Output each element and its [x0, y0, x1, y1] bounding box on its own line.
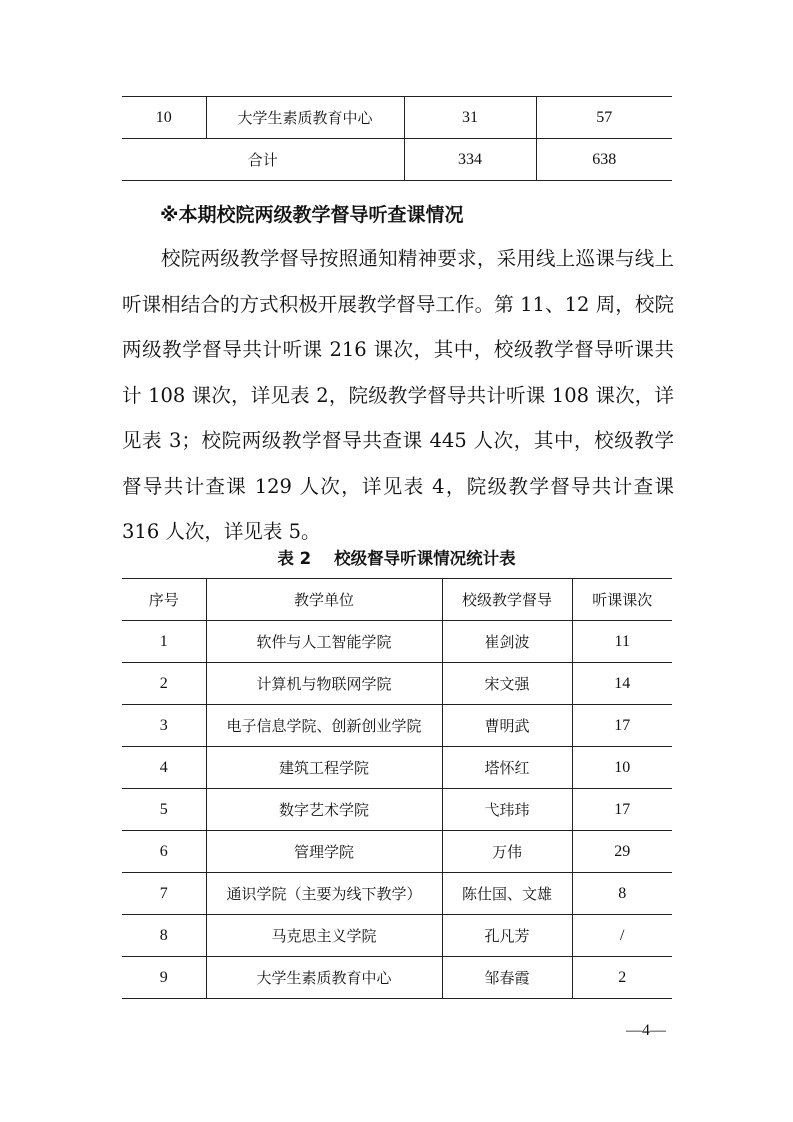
total-row: [122, 139, 672, 181]
cell-count: 17: [572, 705, 672, 747]
cell-no: 1: [122, 621, 206, 663]
row-count-a: 31: [404, 97, 536, 139]
row-unit: 大学生素质教育中心: [206, 97, 404, 139]
header-count: 听课课次: [572, 579, 672, 621]
cell-unit: 管理学院: [206, 831, 442, 873]
cell-supervisor: 孔凡芳: [442, 915, 572, 957]
continuation-table: [122, 96, 672, 181]
cell-count: 10: [572, 747, 672, 789]
header-no: 序号: [122, 579, 206, 621]
table-row: [122, 915, 672, 957]
cell-count: 14: [572, 663, 672, 705]
cell-supervisor: 弋玮玮: [442, 789, 572, 831]
table-row: [122, 873, 672, 915]
section-heading: ※本期校院两级教学督导听查课情况: [160, 204, 464, 226]
table-row: [122, 621, 672, 663]
cell-unit: 计算机与物联网学院: [206, 663, 442, 705]
cell-supervisor: 万伟: [442, 831, 572, 873]
cell-count: 11: [572, 621, 672, 663]
row-count-b: 57: [536, 97, 672, 139]
total-label: 合计: [122, 139, 404, 181]
cell-no: 7: [122, 873, 206, 915]
cell-supervisor: 宋文强: [442, 663, 572, 705]
table-row: [122, 663, 672, 705]
cell-count: 2: [572, 957, 672, 999]
cell-unit: 马克思主义学院: [206, 915, 442, 957]
table-row: [122, 705, 672, 747]
page-number: —4—: [626, 1022, 666, 1039]
table-row: [122, 957, 672, 999]
cell-supervisor: 曹明武: [442, 705, 572, 747]
cell-supervisor: 塔怀红: [442, 747, 572, 789]
cell-supervisor: 陈仕国、文雄: [442, 873, 572, 915]
header-unit: 教学单位: [206, 579, 442, 621]
cell-count: /: [572, 915, 672, 957]
cell-no: 6: [122, 831, 206, 873]
table-caption: 表 2 校级督导听课情况统计表: [277, 549, 516, 568]
cell-no: 9: [122, 957, 206, 999]
cell-no: 2: [122, 663, 206, 705]
table-row: [122, 831, 672, 873]
cell-count: 17: [572, 789, 672, 831]
cell-no: 5: [122, 789, 206, 831]
header-supervisor: 校级教学督导: [442, 579, 572, 621]
row-index: 10: [122, 97, 206, 139]
cell-supervisor: 邹春霞: [442, 957, 572, 999]
cell-count: 8: [572, 873, 672, 915]
total-count-a: 334: [404, 139, 536, 181]
table-row: [122, 97, 672, 139]
table-row: [122, 789, 672, 831]
cell-unit: 数字艺术学院: [206, 789, 442, 831]
cell-supervisor: 崔剑波: [442, 621, 572, 663]
cell-no: 3: [122, 705, 206, 747]
supervision-table: [122, 578, 672, 999]
cell-no: 8: [122, 915, 206, 957]
table-header-row: [122, 579, 672, 621]
cell-unit: 建筑工程学院: [206, 747, 442, 789]
cell-unit: 大学生素质教育中心: [206, 957, 442, 999]
cell-unit: 软件与人工智能学院: [206, 621, 442, 663]
cell-unit: 电子信息学院、创新创业学院: [206, 705, 442, 747]
body-paragraph: 校院两级教学督导按照通知精神要求，采用线上巡课与线上听课相结合的方式积极开展教学督导工作。第 11、12 周，校院两级教学督导共计听课 216 课次，其中，校级教学督导听课共计 108 课次，详见表 2，院级教学督导共计听课 108 课次，详见表 3；校院两级教学督导共查课 445 人次，其中，校级教学督导共计查课 129 人次，详见表 4，院级教学督导共计查课 316 人次，详见表 5。: [122, 247, 674, 543]
total-count-b: 638: [536, 139, 672, 181]
cell-unit: 通识学院（主要为线下教学）: [206, 873, 442, 915]
cell-count: 29: [572, 831, 672, 873]
table-row: [122, 747, 672, 789]
cell-no: 4: [122, 747, 206, 789]
